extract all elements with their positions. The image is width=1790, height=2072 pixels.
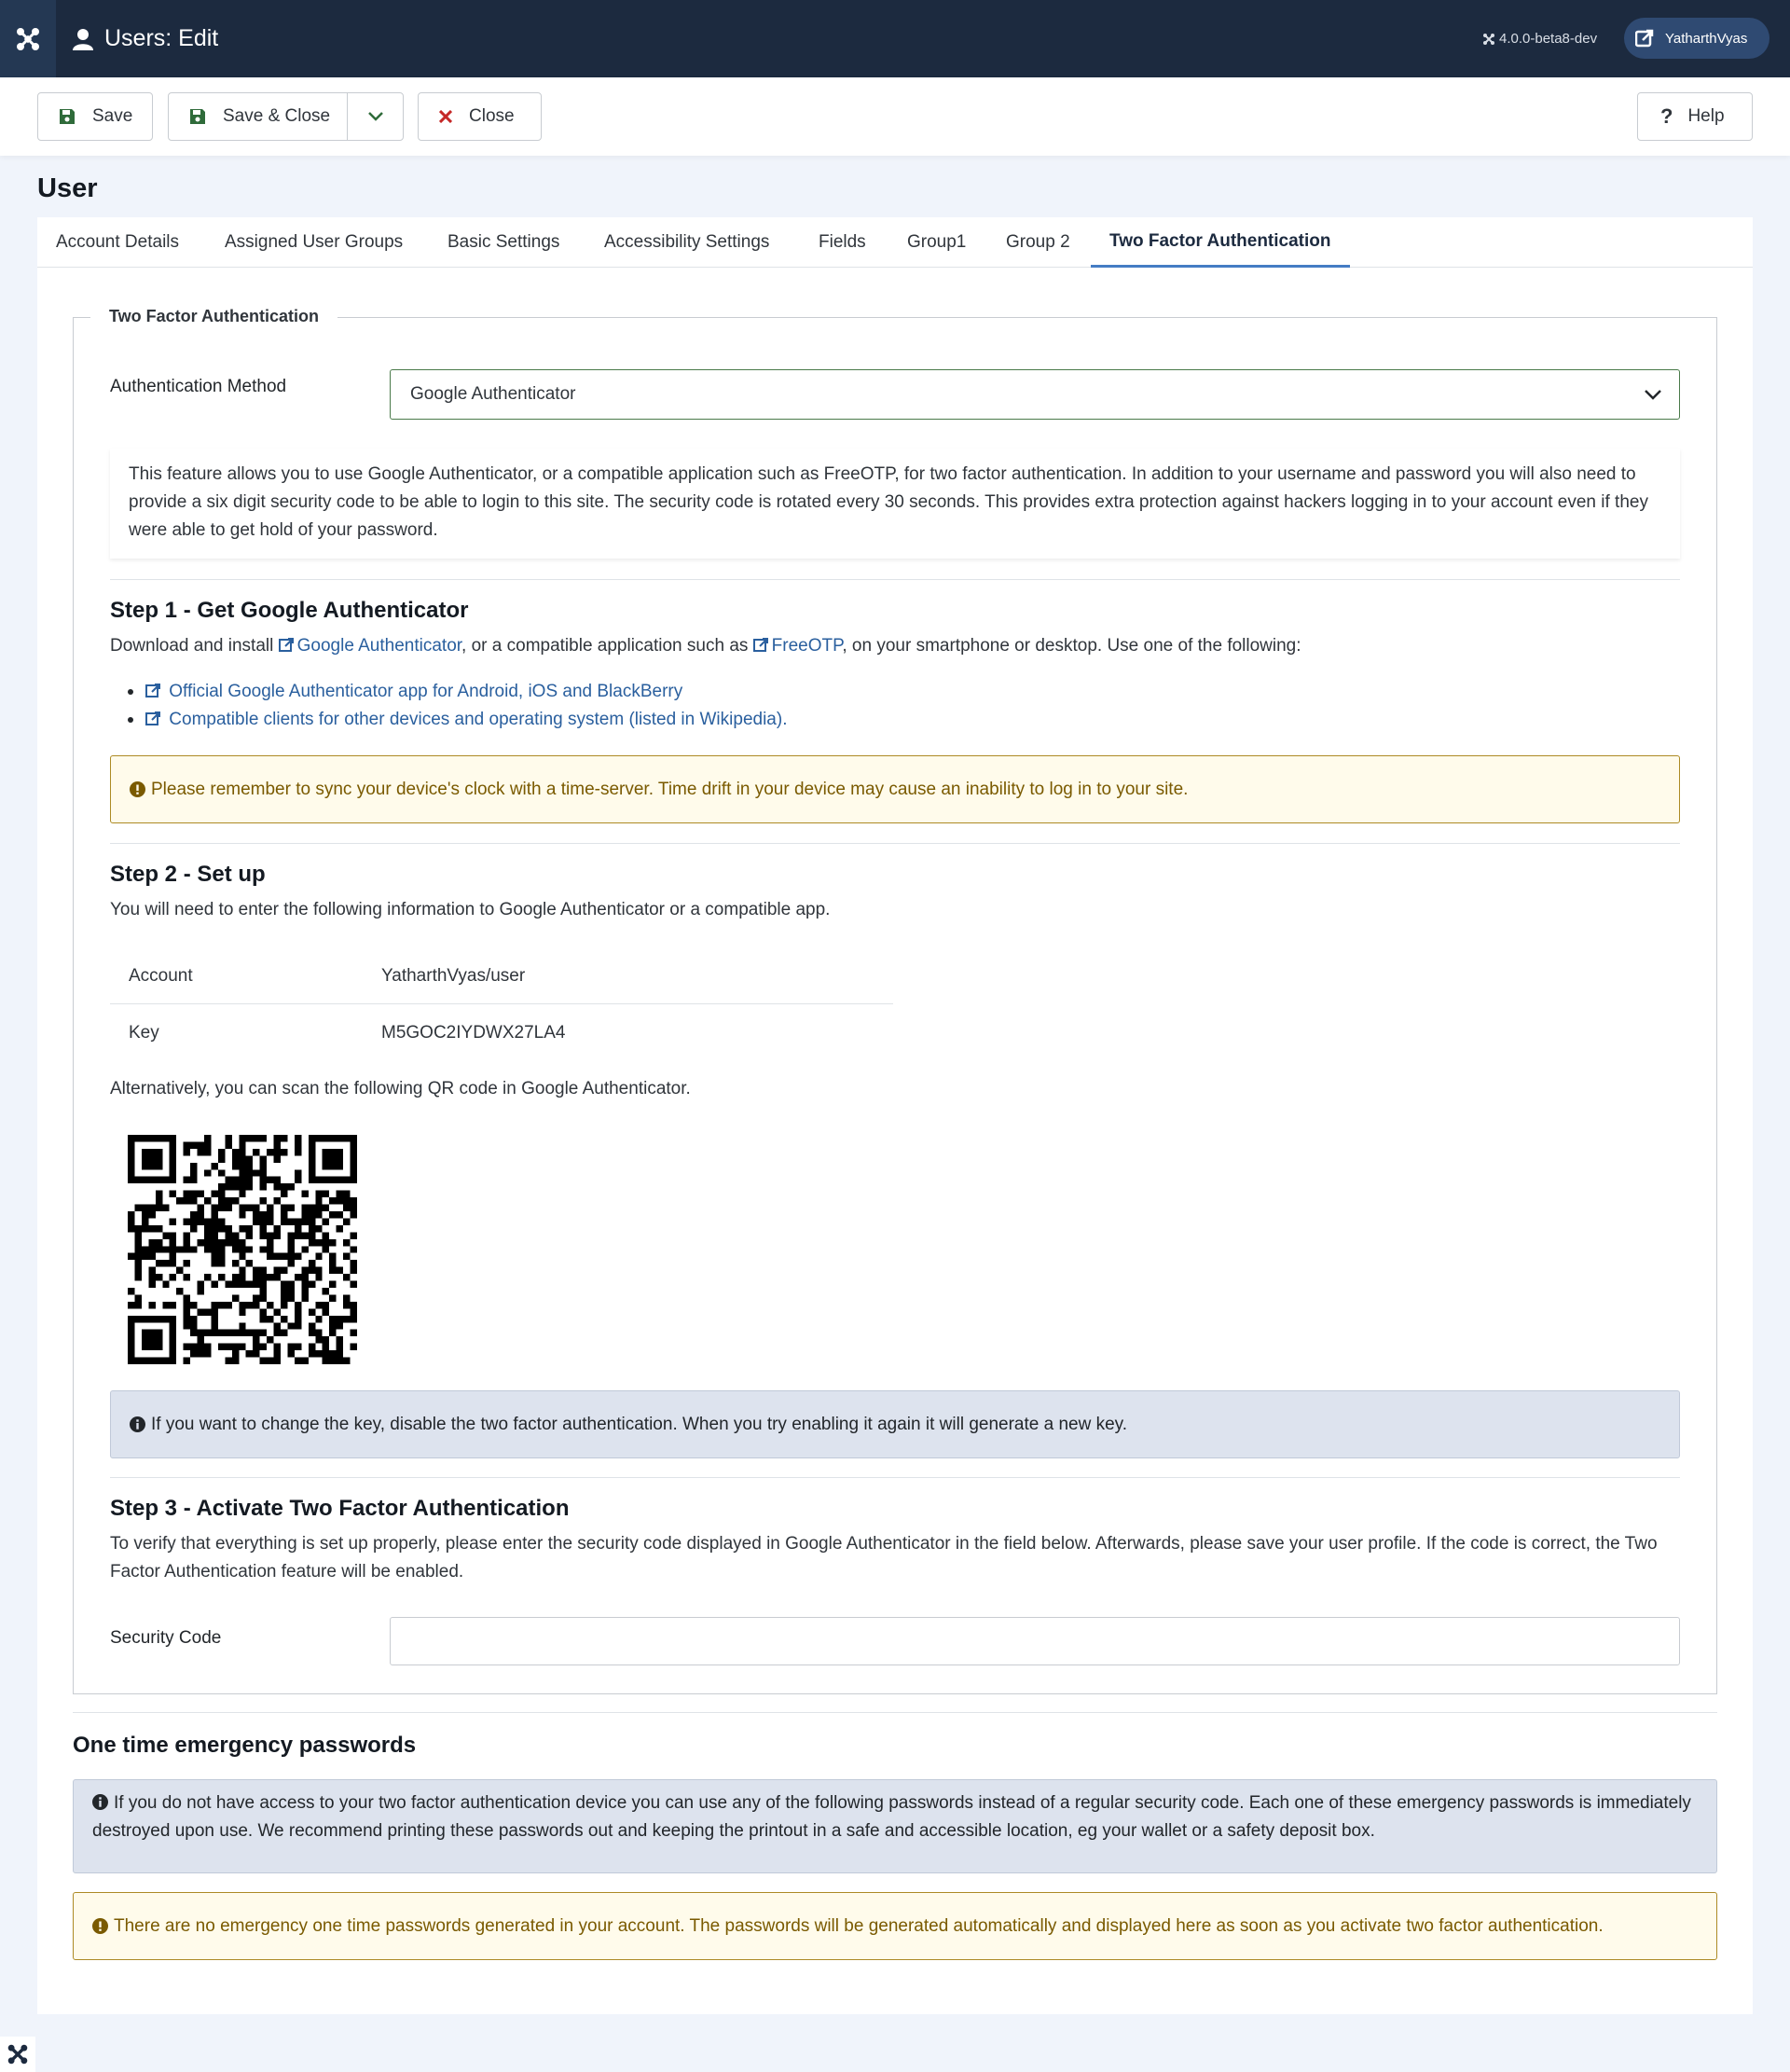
divider bbox=[110, 1477, 1680, 1478]
step1-title: Step 1 - Get Google Authenticator bbox=[110, 598, 469, 623]
emergency-info bbox=[73, 1779, 1717, 1873]
google-authenticator-link-text: Google Authenticator bbox=[296, 636, 462, 656]
emergency-warning-text: There are no emergency one time passwords generated in your account. The passwords will be generated automatically and displayed here as soon as you activate two factor authentication. bbox=[114, 1915, 1604, 1936]
edit-card bbox=[37, 217, 1753, 2014]
step2-intro: You will need to enter the following information to Google Authenticator or a compatible app. bbox=[110, 900, 831, 919]
tab-bar bbox=[37, 217, 1753, 268]
divider bbox=[110, 843, 1680, 844]
official-app-link[interactable] bbox=[145, 678, 682, 706]
time-sync-warning-text: Please remember to sync your device's clock with a time-server. Time drift in your device may cause an inability to log in to your site. bbox=[151, 779, 1189, 799]
qr-intro: Alternatively, you can scan the following QR code in Google Authenticator. bbox=[110, 1079, 691, 1098]
tfa-fieldset bbox=[73, 307, 1717, 1694]
version-text: 4.0.0-beta8-dev bbox=[1499, 31, 1598, 47]
chevron-down-icon bbox=[368, 112, 383, 121]
auth-method-label: Authentication Method bbox=[110, 377, 287, 396]
tab-basic-settings[interactable]: Basic Settings bbox=[448, 232, 560, 252]
account-row bbox=[110, 948, 893, 1004]
security-code-input[interactable] bbox=[390, 1617, 1680, 1665]
qr-code bbox=[128, 1135, 357, 1364]
step1-links-list bbox=[128, 678, 787, 734]
step2-title: Step 2 - Set up bbox=[110, 862, 266, 887]
key-value: M5GOC2IYDWX27LA4 bbox=[381, 1023, 566, 1043]
change-key-info-text: If you want to change the key, disable the two factor authentication. When you try enabling it again it will generate a new key. bbox=[151, 1414, 1128, 1434]
info-circle-icon bbox=[92, 1794, 108, 1810]
joomla-logo-icon[interactable] bbox=[0, 0, 56, 77]
step1-intro-b: , or a compatible application such as bbox=[461, 636, 753, 656]
freeotp-link-text: FreeOTP bbox=[771, 636, 843, 656]
account-label: Account bbox=[129, 966, 193, 986]
auth-method-select[interactable] bbox=[390, 369, 1680, 420]
google-authenticator-link[interactable] bbox=[279, 636, 461, 656]
tab-two-factor-authentication[interactable]: Two Factor Authentication bbox=[1091, 217, 1350, 268]
help-label: Help bbox=[1687, 106, 1725, 126]
user-menu-button[interactable] bbox=[1624, 18, 1769, 59]
divider bbox=[110, 579, 1680, 580]
page-title-text: Users: Edit bbox=[104, 25, 219, 51]
key-row bbox=[110, 1005, 893, 1061]
chevron-down-icon bbox=[1626, 370, 1679, 419]
time-sync-warning bbox=[110, 755, 1680, 823]
step1-intro bbox=[110, 632, 1301, 660]
external-link-icon bbox=[753, 637, 769, 653]
exclamation-circle-icon bbox=[130, 781, 145, 797]
external-link-icon bbox=[145, 683, 161, 698]
change-key-info bbox=[110, 1390, 1680, 1458]
save-close-button[interactable] bbox=[168, 92, 404, 141]
page-title bbox=[73, 0, 218, 77]
emergency-info-text: If you do not have access to your two factor authentication device you can use any of the following passwords instead of a regular security code. Each one of these emergency passwords is immediately destroyed upon use. We recommend printing these passwords out and keeping the printout in a safe and accessible location, eg your wallet or a safety deposit box. bbox=[92, 1793, 1691, 1841]
freeotp-link[interactable] bbox=[753, 636, 843, 656]
official-app-link-text: Official Google Authenticator app for Android, iOS and BlackBerry bbox=[169, 682, 683, 701]
key-label: Key bbox=[129, 1023, 159, 1043]
tab-assigned-user-groups[interactable]: Assigned User Groups bbox=[225, 232, 404, 252]
toolbar bbox=[0, 77, 1790, 156]
page-heading: User bbox=[37, 173, 98, 203]
close-label: Close bbox=[469, 106, 515, 126]
save-label: Save bbox=[92, 106, 133, 126]
external-link-icon bbox=[279, 637, 295, 653]
emergency-warning bbox=[73, 1892, 1717, 1960]
joomla-footer-icon bbox=[0, 2037, 35, 2072]
external-link-icon bbox=[145, 711, 161, 726]
tfa-legend: Two Factor Authentication bbox=[90, 307, 337, 326]
version-badge bbox=[1482, 0, 1597, 77]
external-edit-icon bbox=[1624, 29, 1665, 48]
save-dropdown-toggle[interactable] bbox=[347, 93, 403, 140]
security-code-label: Security Code bbox=[110, 1628, 222, 1648]
auth-method-value: Google Authenticator bbox=[410, 384, 576, 404]
list-item bbox=[128, 706, 787, 734]
floppy-icon bbox=[189, 108, 206, 125]
compatible-clients-link[interactable] bbox=[145, 706, 787, 734]
step3-text: To verify that everything is set up properly, please enter the security code displayed in Google Authenticator in the field below. Afterwards, please save your user profile. If the code is correct, the Two Factor Authentication feature will be enabled. bbox=[110, 1534, 1658, 1582]
tab-fields[interactable]: Fields bbox=[819, 232, 866, 252]
tfa-description: This feature allows you to use Google Authenticator, or a compatible application such as FreeOTP, for two factor authentication. In addition to your username and password you will also need to provide a six digit security code to be able to login to this site. The security code is rotated every 30 seconds. This provides extra protection against hackers logging in to your account even if they were able to get hold of your password. bbox=[110, 449, 1680, 559]
close-icon bbox=[439, 110, 452, 123]
tab-account-details[interactable]: Account Details bbox=[56, 232, 180, 252]
top-header bbox=[0, 0, 1790, 77]
question-icon: ? bbox=[1660, 104, 1673, 128]
tab-group-2[interactable]: Group 2 bbox=[1006, 232, 1070, 252]
account-value: YatharthVyas/user bbox=[381, 966, 526, 986]
tab-accessibility-settings[interactable]: Accessibility Settings bbox=[604, 232, 770, 252]
tab-group1[interactable]: Group1 bbox=[907, 232, 967, 252]
step1-intro-a: Download and install bbox=[110, 636, 279, 656]
save-button[interactable] bbox=[37, 92, 153, 141]
step1-intro-c: , on your smartphone or desktop. Use one of the following: bbox=[842, 636, 1301, 656]
user-name: YatharthVyas bbox=[1665, 30, 1748, 47]
divider bbox=[73, 1712, 1717, 1713]
info-circle-icon bbox=[130, 1416, 145, 1432]
help-button[interactable] bbox=[1637, 92, 1753, 141]
close-button[interactable] bbox=[418, 92, 542, 141]
exclamation-circle-icon bbox=[92, 1918, 108, 1934]
emergency-title: One time emergency passwords bbox=[73, 1733, 417, 1758]
list-item bbox=[128, 678, 787, 706]
floppy-icon bbox=[59, 108, 76, 125]
joomla-small-icon bbox=[1482, 33, 1495, 46]
user-icon bbox=[73, 28, 93, 50]
compatible-clients-link-text: Compatible clients for other devices and operating system (listed in Wikipedia). bbox=[169, 710, 788, 729]
save-close-label: Save & Close bbox=[223, 106, 331, 126]
step3-title: Step 3 - Activate Two Factor Authentication bbox=[110, 1496, 570, 1521]
